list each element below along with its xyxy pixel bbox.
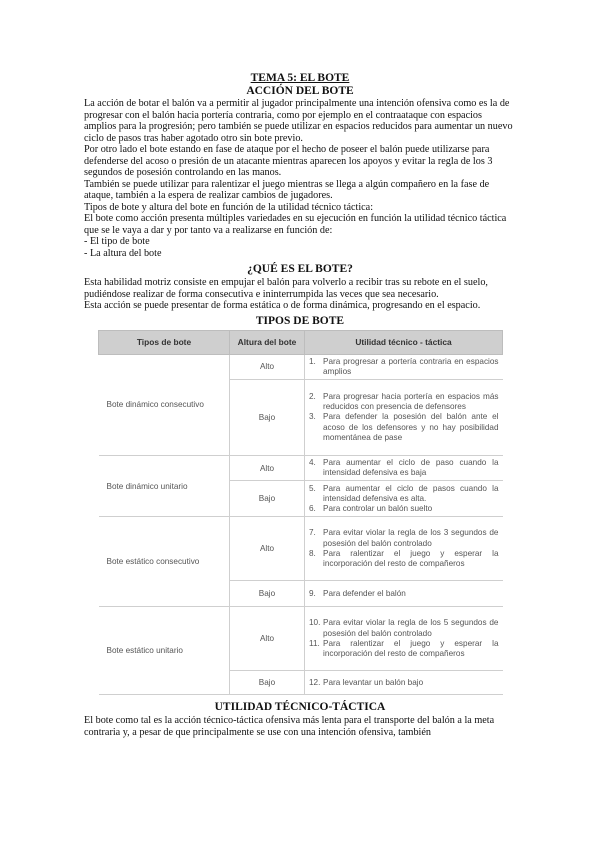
intro-paragraph-2: Por otro lado el bote estando en fase de ataque por el hecho de poseer el balón puede utilizarse para defenderse del acoso o presión de un atacante mientras aparecen los apoyos y evitar la regla de los 3 segundos de posesión controlando en las manos. <box>84 144 493 178</box>
utility-item <box>309 484 499 504</box>
utility-text: Para progresar hacia portería en espacios más reducidos con presencia de defensores <box>323 391 499 412</box>
table-header-utility: Utilidad técnico - táctica <box>305 330 503 354</box>
utility-cell <box>305 517 503 581</box>
utility-item <box>309 589 499 599</box>
utility-item <box>309 412 499 443</box>
what-paragraph-2: Esta acción se puede presentar de forma estática o de forma dinámica, progresando en el espacio. <box>84 300 481 311</box>
bote-type-cell: Bote dinámico consecutivo <box>99 354 230 455</box>
bote-height-cell: Alto <box>230 607 305 671</box>
utility-item <box>309 458 499 478</box>
table-row <box>99 354 503 379</box>
utility-number: 5. <box>309 483 316 493</box>
bote-height-cell: Bajo <box>230 481 305 517</box>
utility-number: 3. <box>309 412 316 422</box>
utility-text: Para aumentar el ciclo de paso cuando la intensidad defensiva es baja <box>323 457 499 478</box>
intro-paragraph-5: El bote como acción presenta múltiples variedades en su ejecución en función la utilidad técnico táctica que se le vaya a dar y por tanto va a realizarse en función de: <box>84 213 507 236</box>
utility-item <box>309 392 499 412</box>
utility-number: 10. <box>309 618 321 628</box>
utility-cell <box>305 379 503 455</box>
utility-item <box>309 504 499 514</box>
bote-height-cell: Alto <box>230 354 305 379</box>
bote-height-cell: Bajo <box>230 379 305 455</box>
utility-number: 8. <box>309 548 316 558</box>
section-title-utility: UTILIDAD TÉCNICO-TÁCTICA <box>214 701 386 714</box>
utility-text: Para ralentizar el juego y esperar la incorporación del resto de compañeros <box>323 638 499 659</box>
utility-text: Para aumentar el ciclo de pasos cuando la intensidad defensiva es alta. <box>323 483 499 503</box>
intro-paragraph-1: La acción de botar el balón va a permitir al jugador principalmente una intención ofensiva como es la de progresar con el balón hacia portería contraria, como por ejemplo en el contraataque con espacios amplios para la progresión; pero también se puede utilizar en espacios reducidos para aumentar un nuevo ciclo de pasos tras haber agotado otro sin bote previo. <box>84 98 513 144</box>
utility-text: Para levantar un balón bajo <box>323 677 424 687</box>
document-page <box>84 72 516 738</box>
utility-text: Para defender la posesión del balón ante el acoso de los defensores y no hay posibilidad momentánea de pase <box>323 412 499 442</box>
utility-number: 6. <box>309 503 316 513</box>
intro-paragraph-4: Tipos de bote y altura del bote en función de la utilidad técnico táctica: <box>84 201 374 213</box>
what-paragraph-1: Esta habilidad motriz consiste en empujar el balón para volverlo a recibir tras su rebote en el suelo, pudiéndose realizar de forma consecutiva e ininterrumpida las veces que sea necesario. <box>84 277 488 300</box>
utility-item <box>309 618 499 638</box>
utility-number: 1. <box>309 356 316 366</box>
table-header-height: Altura del bote <box>230 330 305 354</box>
utility-cell <box>305 481 503 517</box>
utility-item <box>309 357 499 377</box>
document-title: TEMA 5: EL BOTE <box>250 72 350 84</box>
utility-text: Para controlar un balón suelto <box>323 503 433 513</box>
bote-height-cell: Bajo <box>230 581 305 607</box>
table-title: TIPOS DE BOTE <box>255 314 345 327</box>
utility-item <box>309 678 499 688</box>
section-title-what: ¿QUÉ ES EL BOTE? <box>247 263 353 275</box>
utility-cell <box>305 581 503 607</box>
utility-item <box>309 639 499 659</box>
document-subtitle: ACCIÓN DEL BOTE <box>246 85 354 97</box>
bote-types-table <box>98 330 503 696</box>
utility-text: Para evitar violar la regla de los 3 segundos de posesión del balón controlado <box>323 528 499 548</box>
utility-number: 7. <box>309 528 316 538</box>
utility-text: Para defender el balón <box>323 588 406 598</box>
intro-paragraph-3: También se puede utilizar para ralentizar el juego mientras se llega a algún compañero en la fase de ataque, también a la espera de realizar cambios de jugadores. <box>84 178 490 201</box>
table-row <box>99 607 503 671</box>
utility-number: 9. <box>309 588 316 598</box>
utility-paragraph-1: El bote como tal es la acción técnico-táctica ofensiva más lenta para el transporte del balón a la meta contraria y, a pesar de que principalmente se use con una intención ofensiva, también <box>84 715 495 738</box>
utility-number: 11. <box>309 638 320 648</box>
utility-cell <box>305 607 503 671</box>
intro-section <box>84 98 516 259</box>
table-header-row <box>99 330 503 354</box>
table-row <box>99 455 503 480</box>
utility-number: 2. <box>309 391 316 401</box>
utility-text: Para evitar violar la regla de los 5 segundos de posesión del balón controlado <box>323 618 499 638</box>
utility-text: Para ralentizar el juego y esperar la incorporación del resto de compañeros <box>323 548 499 569</box>
bote-type-cell: Bote estático unitario <box>99 607 230 695</box>
utility-number: 12. <box>309 677 321 687</box>
intro-list-item-1: - El tipo de bote <box>84 236 150 247</box>
table-row <box>99 517 503 581</box>
bote-height-cell: Alto <box>230 455 305 480</box>
utility-text: Para progresar a portería contraria en espacios amplios <box>323 356 499 376</box>
bote-type-cell: Bote dinámico unitario <box>99 455 230 516</box>
table-header-type: Tipos de bote <box>99 330 230 354</box>
bote-height-cell: Alto <box>230 517 305 581</box>
utility-cell <box>305 354 503 379</box>
utility-cell <box>305 671 503 695</box>
utility-item <box>309 528 499 548</box>
utility-cell <box>305 455 503 480</box>
bote-height-cell: Bajo <box>230 671 305 695</box>
utility-number: 4. <box>309 457 316 467</box>
utility-item <box>309 549 499 569</box>
bote-type-cell: Bote estático consecutivo <box>99 517 230 607</box>
intro-list-item-2: - La altura del bote <box>84 247 162 259</box>
